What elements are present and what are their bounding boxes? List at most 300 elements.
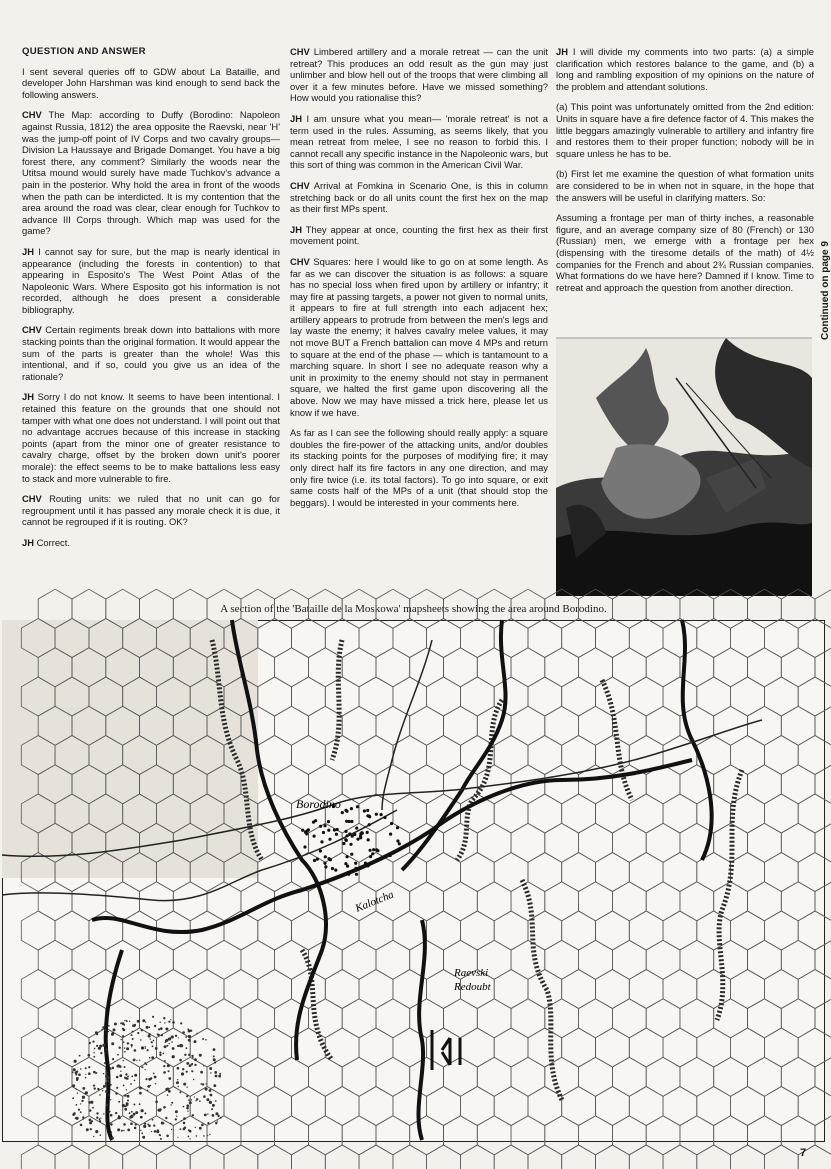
woods-dot bbox=[103, 1073, 104, 1074]
woods-dot bbox=[111, 1137, 114, 1140]
woods-dot bbox=[123, 1085, 125, 1087]
woods-dot bbox=[137, 1032, 139, 1034]
woods-dot bbox=[168, 1037, 171, 1040]
woods-dot bbox=[118, 1116, 121, 1119]
woods-dot bbox=[214, 1061, 216, 1063]
woods-dot bbox=[163, 1053, 165, 1055]
woods-dot bbox=[171, 1102, 173, 1104]
village-dot bbox=[341, 811, 344, 814]
paragraph-text: (b) First let me examine the question of what formation units are considered to be in when not in square, in the hope that the answers will be useful in clarifying matters. So: bbox=[556, 168, 814, 203]
woods-dot bbox=[133, 1059, 135, 1061]
woods-dot bbox=[136, 1060, 137, 1061]
woods-dot bbox=[183, 1083, 186, 1086]
woods-dot bbox=[113, 1028, 116, 1031]
woods-dot bbox=[203, 1065, 204, 1066]
woods-dot bbox=[141, 1029, 143, 1031]
village-dot bbox=[328, 838, 331, 841]
woods-dot bbox=[135, 1111, 138, 1114]
village-dot bbox=[389, 854, 392, 857]
cavalry-illustration bbox=[556, 338, 812, 596]
woods-dot bbox=[177, 1045, 179, 1047]
woods-dot bbox=[184, 1054, 186, 1056]
woods-dot bbox=[168, 1090, 171, 1093]
woods-dot bbox=[199, 1100, 201, 1102]
paragraph-text: Squares: here I would like to go on at some length. As far as we can discover the situation is as follows: a square has no special loss when fired upon by artillery or infantry; it may fire at passing targets, a power not given to normal units, it appears to fire at full strength into each adjacent hex; artillery appears to protrude from between the men's legs and lay waste the enemy; it halves cavalry melee values, it may not move BUT a French battalion can move 4 MPs and return to square at the end of the phase — which is tantamount to a marching square. In short I see no adequate reason why a unit in proximity to the enemy should not stay in permanent square, we halted the first game upon discovering all the above. Now we may have missed a trick here, please let us know if we have. bbox=[290, 255, 549, 418]
woods-dot bbox=[182, 1068, 184, 1070]
woods-dot bbox=[161, 1122, 164, 1125]
qa-paragraph bbox=[556, 168, 814, 203]
woods-dot bbox=[126, 1047, 129, 1050]
speaker-tag: CHV bbox=[22, 324, 42, 336]
woods-dot bbox=[165, 1088, 168, 1091]
village-dot bbox=[323, 862, 326, 865]
woods-dot bbox=[209, 1134, 210, 1135]
woods-dot bbox=[89, 1121, 92, 1124]
woods-dot bbox=[183, 1117, 186, 1120]
paragraph-text: As far as I can see the following should really apply: a square doubles the fire-power of the attacking units, and/or doubles its stacking points for the purposes of modifying fire; it may only direct half its fire factors in any one direction, and may only fire twice (i.e. its total factors). To go into square, or exit same costs half of the MPs of a unit (that should stop the beggars). I would be interested in your comments here. bbox=[290, 427, 548, 508]
woods-dot bbox=[175, 1110, 178, 1113]
woods-dot bbox=[77, 1092, 78, 1093]
woods-dot bbox=[82, 1096, 85, 1099]
qa-paragraph bbox=[290, 180, 548, 215]
qa-paragraph bbox=[290, 113, 548, 171]
hex-cell bbox=[89, 1145, 123, 1169]
woods-dot bbox=[80, 1111, 82, 1113]
woods-dot bbox=[127, 1076, 129, 1078]
woods-dot bbox=[93, 1052, 94, 1053]
woods-dot bbox=[214, 1071, 217, 1074]
woods-dot bbox=[189, 1130, 192, 1133]
woods-dot bbox=[110, 1099, 111, 1100]
woods-dot bbox=[183, 1106, 185, 1108]
woods-dot bbox=[180, 1128, 182, 1130]
redoubt-label: Redoubt bbox=[454, 981, 491, 993]
hex-cell bbox=[325, 1145, 359, 1169]
woods-dot bbox=[209, 1101, 212, 1104]
qa-paragraph bbox=[290, 427, 548, 508]
hex-cell bbox=[292, 1145, 326, 1169]
woods-dot bbox=[83, 1119, 84, 1120]
woods-dot bbox=[134, 1074, 137, 1077]
qa-paragraph bbox=[22, 109, 280, 237]
village-dot bbox=[375, 848, 378, 851]
woods-dot bbox=[133, 1104, 135, 1106]
woods-dot bbox=[72, 1113, 75, 1116]
village-dot bbox=[360, 831, 363, 834]
woods-dot bbox=[119, 1047, 121, 1049]
woods-dot bbox=[210, 1072, 211, 1073]
hex-cell bbox=[629, 1145, 663, 1169]
woods-dot bbox=[76, 1104, 78, 1106]
woods-dot bbox=[203, 1095, 206, 1098]
woods-dot bbox=[111, 1033, 114, 1036]
village-dot bbox=[344, 838, 347, 841]
woods-dot bbox=[165, 1028, 168, 1031]
village-dot bbox=[342, 842, 345, 845]
woods-dot bbox=[124, 1066, 126, 1068]
borodino-map bbox=[2, 620, 825, 1142]
woods-dot bbox=[100, 1052, 102, 1054]
woods-dot bbox=[188, 1035, 191, 1038]
woods-dot bbox=[76, 1089, 77, 1090]
woods-dot bbox=[110, 1084, 112, 1086]
woods-dot bbox=[123, 1024, 125, 1026]
woods-dot bbox=[147, 1085, 150, 1088]
woods-dot bbox=[103, 1113, 104, 1114]
woods-dot bbox=[183, 1128, 186, 1131]
woods-dot bbox=[188, 1136, 190, 1138]
woods-dot bbox=[110, 1123, 113, 1126]
woods-dot bbox=[81, 1100, 83, 1102]
woods-dot bbox=[72, 1071, 74, 1073]
woods-dot bbox=[164, 1022, 165, 1023]
woods-dot bbox=[100, 1134, 102, 1136]
woods-dot bbox=[192, 1114, 194, 1116]
woods-dot bbox=[158, 1028, 160, 1030]
column-2 bbox=[290, 46, 548, 517]
woods-dot bbox=[105, 1090, 108, 1093]
woods-dot bbox=[220, 1117, 222, 1119]
woods-dot bbox=[110, 1114, 113, 1117]
paragraph-text: I will divide my comments into two parts: (a) a simple clarification which restores balance to the game, and (b) a long and rambling exposition of my opinions on the nature of the problem and attendant solutions. bbox=[556, 46, 814, 92]
woods-dot bbox=[168, 1077, 171, 1080]
village-dot bbox=[324, 865, 327, 868]
woods-dot bbox=[172, 1055, 175, 1058]
speaker-tag: CHV bbox=[22, 109, 42, 121]
woods-dot bbox=[194, 1040, 197, 1043]
woods-dot bbox=[217, 1115, 219, 1117]
woods-dot bbox=[171, 1035, 174, 1038]
woods-dot bbox=[125, 1073, 127, 1075]
speaker-tag: JH bbox=[22, 391, 34, 403]
woods-dot bbox=[163, 1065, 165, 1067]
woods-dot bbox=[110, 1068, 112, 1070]
woods-dot bbox=[139, 1087, 142, 1090]
woods-dot bbox=[179, 1044, 182, 1047]
village-dot bbox=[346, 834, 349, 837]
woods-dot bbox=[119, 1074, 122, 1077]
woods-dot bbox=[180, 1022, 182, 1024]
woods-dot bbox=[141, 1132, 143, 1134]
woods-dot bbox=[159, 1108, 162, 1111]
woods-dot bbox=[149, 1057, 151, 1059]
village-dot bbox=[355, 873, 358, 876]
woods-dot bbox=[107, 1094, 109, 1096]
woods-dot bbox=[171, 1129, 172, 1130]
woods-dot bbox=[131, 1034, 133, 1036]
woods-dot bbox=[111, 1042, 114, 1045]
paragraph-text: Sorry I do not know. It seems to have been intentional. I retained this feature on the grounds that one should not tamper with what one does not understand. I will point out that no advantage accrues because of this increase in stacking points (apart from the minor one of greater resistance to cavalry charge, offset by the broken down unit's poorer morale): the effect seems to be to make battalions less easy to stack and more vulnerable to fire. bbox=[22, 391, 280, 484]
woods-dot bbox=[152, 1016, 154, 1018]
paragraph-text: Assuming a frontage per man of thirty inches, a reasonable figure, and an average company size of 80 (French) or 130 (Russian) men, we emerge with a frontage per hex (dispensing with the tiresome details of the math) of 4½ companies for the French and about 2¾ Russian companies. What formations do we have here? Damned if I know. Time to retreat and approach the question from another direction. bbox=[556, 212, 814, 293]
woods-dot bbox=[175, 1118, 177, 1120]
village-dot bbox=[351, 835, 354, 838]
village-dot bbox=[356, 805, 359, 808]
woods-dot bbox=[147, 1090, 149, 1092]
woods-dot bbox=[154, 1025, 156, 1027]
woods-dot bbox=[176, 1082, 179, 1085]
village-dot bbox=[380, 813, 383, 816]
hex-cell bbox=[427, 1145, 461, 1169]
village-dot bbox=[371, 852, 374, 855]
woods-dot bbox=[145, 1022, 146, 1023]
village-dot bbox=[366, 809, 369, 812]
woods-dot bbox=[90, 1128, 92, 1130]
woods-dot bbox=[116, 1076, 119, 1079]
hex-map bbox=[2, 620, 825, 1142]
woods-dot bbox=[160, 1022, 161, 1023]
woods-dot bbox=[124, 1108, 127, 1111]
woods-dot bbox=[145, 1069, 146, 1070]
woods-dot bbox=[151, 1056, 154, 1059]
woods-dot bbox=[174, 1087, 175, 1088]
woods-dot bbox=[80, 1124, 83, 1127]
village-dot bbox=[322, 831, 325, 834]
village-dot bbox=[333, 828, 336, 831]
woods-dot bbox=[186, 1062, 189, 1065]
woods-dot bbox=[195, 1100, 196, 1101]
woods-dot bbox=[88, 1101, 91, 1104]
woods-dot bbox=[129, 1021, 130, 1022]
village-dot bbox=[349, 843, 352, 846]
woods-dot bbox=[126, 1089, 127, 1090]
woods-dot bbox=[172, 1021, 175, 1024]
woods-dot bbox=[122, 1060, 124, 1062]
woods-dot bbox=[122, 1035, 124, 1037]
woods-dot bbox=[212, 1114, 215, 1117]
woods-dot bbox=[142, 1019, 145, 1022]
woods-dot bbox=[132, 1038, 134, 1040]
woods-dot bbox=[132, 1024, 135, 1027]
speaker-tag: CHV bbox=[290, 179, 310, 191]
woods-dot bbox=[123, 1029, 126, 1032]
woods-dot bbox=[78, 1109, 80, 1111]
village-dot bbox=[303, 845, 306, 848]
woods-dot bbox=[213, 1058, 216, 1061]
woods-dot bbox=[124, 1020, 125, 1021]
woods-dot bbox=[219, 1073, 221, 1075]
woods-dot bbox=[72, 1097, 74, 1099]
village-dot bbox=[364, 862, 367, 865]
woods-dot bbox=[204, 1114, 207, 1117]
woods-dot bbox=[124, 1094, 126, 1096]
woods-dot bbox=[170, 1104, 171, 1105]
woods-dot bbox=[115, 1092, 118, 1095]
woods-dot bbox=[85, 1074, 86, 1075]
woods-dot bbox=[210, 1094, 213, 1097]
woods-dot bbox=[205, 1039, 207, 1041]
village-dot bbox=[396, 826, 399, 829]
qa-paragraph bbox=[22, 391, 280, 484]
hex-cell bbox=[21, 1145, 55, 1169]
woods-dot bbox=[160, 1138, 162, 1140]
column-3-entries bbox=[556, 46, 814, 293]
village-dot bbox=[327, 857, 330, 860]
woods-dot bbox=[157, 1033, 158, 1034]
woods-dot bbox=[100, 1117, 101, 1118]
qa-paragraph bbox=[22, 537, 280, 549]
speaker-tag: CHV bbox=[290, 46, 310, 57]
woods-dot bbox=[123, 1041, 125, 1043]
woods-dot bbox=[145, 1048, 146, 1049]
woods-dot bbox=[150, 1038, 151, 1039]
woods-dot bbox=[131, 1111, 133, 1113]
woods-dot bbox=[159, 1054, 161, 1056]
woods-dot bbox=[213, 1055, 215, 1057]
woods-dot bbox=[178, 1086, 179, 1087]
woods-dot bbox=[163, 1017, 165, 1019]
woods-dot bbox=[168, 1021, 170, 1023]
woods-dot bbox=[212, 1104, 215, 1107]
hex-cell bbox=[596, 1145, 630, 1169]
woods-dot bbox=[105, 1082, 107, 1084]
woods-dot bbox=[111, 1131, 113, 1133]
village-dot bbox=[383, 816, 386, 819]
woods-dot bbox=[196, 1033, 198, 1035]
speaker-tag: JH bbox=[290, 112, 302, 124]
woods-dot bbox=[144, 1112, 146, 1114]
woods-dot bbox=[202, 1038, 204, 1040]
village-dot bbox=[368, 823, 371, 826]
woods-dot bbox=[117, 1128, 120, 1131]
woods-dot bbox=[96, 1117, 98, 1119]
qa-paragraph bbox=[290, 256, 548, 418]
woods-dot bbox=[153, 1125, 155, 1127]
village-dot bbox=[348, 820, 351, 823]
village-dot bbox=[319, 825, 322, 828]
page-number: 7 bbox=[800, 1147, 807, 1159]
woods-dot bbox=[145, 1078, 147, 1080]
woods-dot bbox=[187, 1110, 188, 1111]
woods-dot bbox=[89, 1109, 91, 1111]
speaker-tag: JH bbox=[556, 46, 568, 57]
woods-dot bbox=[188, 1030, 191, 1033]
hex-cell bbox=[393, 1145, 427, 1169]
woods-dot bbox=[213, 1048, 216, 1051]
village-dot bbox=[324, 855, 327, 858]
qa-paragraph bbox=[290, 224, 548, 247]
woods-dot bbox=[126, 1020, 128, 1022]
engraving-image bbox=[556, 338, 812, 596]
woods-dot bbox=[133, 1113, 136, 1116]
woods-dot bbox=[130, 1122, 133, 1125]
woods-dot bbox=[186, 1086, 187, 1087]
woods-dot bbox=[181, 1072, 184, 1075]
woods-dot bbox=[88, 1072, 91, 1075]
woods-dot bbox=[157, 1129, 159, 1131]
village-dot bbox=[335, 833, 338, 836]
column-3 bbox=[556, 46, 814, 302]
woods-dot bbox=[147, 1124, 149, 1126]
woods-dot bbox=[127, 1100, 129, 1102]
woods-dot bbox=[192, 1057, 194, 1059]
woods-dot bbox=[139, 1060, 140, 1061]
village-dot bbox=[366, 831, 369, 834]
paragraph-text: Certain regiments break down into battalions with more stacking points than the original formation. It would appear the sum of the parts is greater than the whole! Was this intentional, and if so, could you give us an idea of the rationale? bbox=[22, 324, 280, 382]
woods-dot bbox=[168, 1070, 170, 1072]
woods-dot bbox=[193, 1079, 194, 1080]
woods-dot bbox=[155, 1083, 156, 1084]
woods-dot bbox=[94, 1048, 96, 1050]
village-dot bbox=[366, 864, 369, 867]
woods-dot bbox=[179, 1091, 181, 1093]
kalotcha-label: Kalotcha bbox=[353, 888, 396, 915]
woods-dot bbox=[191, 1063, 193, 1065]
woods-dot bbox=[141, 1109, 144, 1112]
woods-dot bbox=[104, 1062, 106, 1064]
woods-dot bbox=[153, 1073, 155, 1075]
woods-dot bbox=[189, 1101, 192, 1104]
paragraph-text: I am unsure what you mean— 'morale retreat' is not a term used in the rules. Assuming, as seems likely, that you mean retreat from melee, I see no reason to forbid this. I cannot recall any specific instance in the Napoleonic wars, but this sort of thing was common in the American Civil War. bbox=[290, 112, 548, 171]
woods-dot bbox=[84, 1093, 86, 1095]
woods-dot bbox=[106, 1104, 108, 1106]
woods-dot bbox=[129, 1112, 131, 1114]
woods-dot bbox=[97, 1088, 99, 1090]
intro-paragraph: I sent several queries off to GDW about La Bataille, and developer John Harshman was kind enough to send back the following answers. bbox=[22, 65, 280, 100]
village-dot bbox=[350, 807, 353, 810]
village-dot bbox=[389, 833, 392, 836]
woods-dot bbox=[185, 1036, 187, 1038]
village-dot bbox=[376, 858, 379, 861]
village-dot bbox=[344, 830, 347, 833]
woods-dot bbox=[159, 1134, 161, 1136]
woods-dot bbox=[116, 1087, 118, 1089]
village-dot bbox=[359, 836, 362, 839]
speaker-tag: JH bbox=[22, 536, 34, 548]
continued-note: Continued on page 9 bbox=[820, 241, 831, 340]
woods-dot bbox=[127, 1129, 130, 1132]
woods-dot bbox=[177, 1137, 178, 1138]
woods-dot bbox=[144, 1062, 146, 1064]
woods-dot bbox=[80, 1068, 82, 1070]
hex-cell bbox=[55, 1145, 89, 1169]
woods-dot bbox=[75, 1117, 77, 1119]
village-dot bbox=[398, 842, 401, 845]
qa-paragraph bbox=[22, 246, 280, 316]
village-dot bbox=[391, 851, 394, 854]
woods-dot bbox=[89, 1119, 92, 1122]
woods-dot bbox=[121, 1130, 123, 1132]
hex-cell bbox=[764, 1145, 798, 1169]
woods-dot bbox=[140, 1039, 142, 1041]
woods-dot bbox=[130, 1115, 133, 1118]
hex-cell bbox=[258, 1145, 292, 1169]
village-dot bbox=[334, 869, 337, 872]
village-dot bbox=[316, 858, 319, 861]
woods-dot bbox=[167, 1094, 169, 1096]
woods-dot bbox=[209, 1089, 212, 1092]
woods-dot bbox=[179, 1059, 182, 1062]
woods-dot bbox=[206, 1098, 209, 1101]
woods-dot bbox=[134, 1080, 136, 1082]
speaker-tag: JH bbox=[290, 223, 302, 235]
village-dot bbox=[336, 828, 339, 831]
hex-cell bbox=[190, 1145, 224, 1169]
village-dot bbox=[327, 820, 330, 823]
woods-dot bbox=[119, 1065, 122, 1068]
woods-dot bbox=[147, 1049, 149, 1051]
woods-dot bbox=[93, 1136, 94, 1137]
woods-dot bbox=[107, 1072, 108, 1073]
woods-dot bbox=[186, 1071, 188, 1073]
woods-dot bbox=[205, 1088, 208, 1091]
woods-dot bbox=[134, 1127, 137, 1130]
woods-dot bbox=[139, 1103, 141, 1105]
woods-dot bbox=[99, 1094, 101, 1096]
woods-dot bbox=[80, 1103, 81, 1104]
village-dot bbox=[348, 832, 351, 835]
woods-dot bbox=[191, 1070, 193, 1072]
